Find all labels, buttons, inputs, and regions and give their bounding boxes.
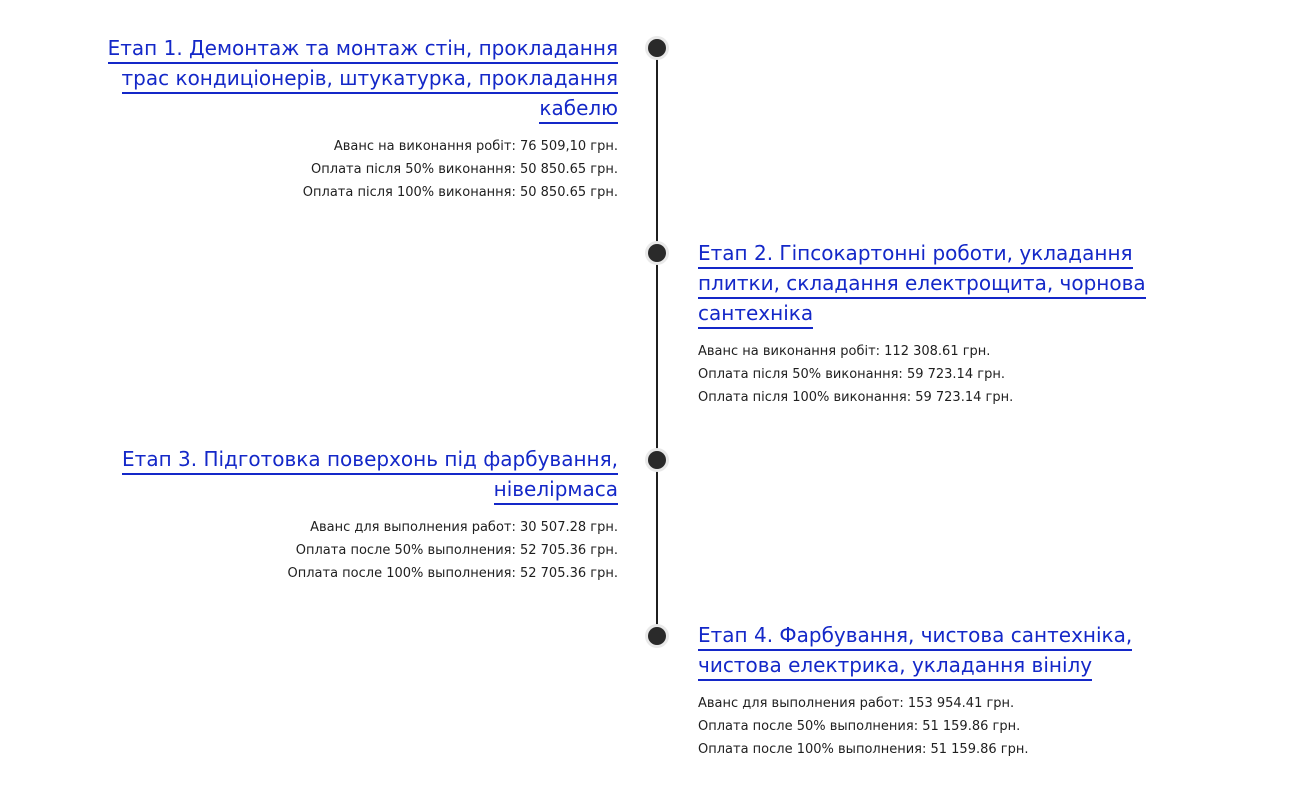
timeline-dot-3: [648, 451, 666, 469]
stage-3: [73, 444, 618, 585]
stage-4-payment-50: Оплата после 50% выполнения: 51 159.86 грн.: [698, 719, 1021, 734]
stage-2-payment-50: Оплата після 50% виконання: 59 723.14 грн.: [698, 367, 1005, 382]
stage-1-payment-100: Оплата після 100% виконання: 50 850.65 грн.: [302, 185, 618, 200]
stage-4-title[interactable]: Етап 4. Фарбування, чистова сантехніка, чистова електрика, укладання вінілу: [698, 620, 1198, 680]
stage-1-title[interactable]: Етап 1. Демонтаж та монтаж стін, прокладання трас кондиціонерів, штукатурка, прокладання кабелю: [73, 33, 618, 123]
stage-3-title[interactable]: Етап 3. Підготовка поверхонь під фарбування, нівелірмаса: [73, 444, 618, 504]
stage-3-advance: Аванс для выполнения работ: 30 507.28 грн.: [310, 520, 618, 535]
stage-4-advance: Аванс для выполнения работ: 153 954.41 грн.: [698, 696, 1015, 711]
stage-4: [698, 620, 1198, 761]
stage-2-title[interactable]: Етап 2. Гіпсокартонні роботи, укладання плитки, складання електрощита, чорнова сантехніка: [698, 238, 1198, 328]
stage-3-payment-50: Оплата после 50% выполнения: 52 705.36 грн.: [295, 543, 618, 558]
stage-2-advance: Аванс на виконання робіт: 112 308.61 грн.: [698, 344, 991, 359]
stage-2: [698, 238, 1198, 409]
timeline-dot-4: [648, 627, 666, 645]
timeline-line: [656, 48, 658, 636]
timeline-dot-1: [648, 39, 666, 57]
timeline-dot-2: [648, 244, 666, 262]
stage-4-payment-100: Оплата после 100% выполнения: 51 159.86 грн.: [698, 742, 1029, 757]
stage-3-payment-100: Оплата после 100% выполнения: 52 705.36 грн.: [287, 566, 618, 581]
stage-1-advance: Аванс на виконання робіт: 76 509,10 грн.: [333, 139, 618, 154]
stage-2-payment-100: Оплата після 100% виконання: 59 723.14 грн.: [698, 390, 1014, 405]
stage-1: [73, 33, 618, 204]
stage-1-payment-50: Оплата після 50% виконання: 50 850.65 грн.: [311, 162, 618, 177]
